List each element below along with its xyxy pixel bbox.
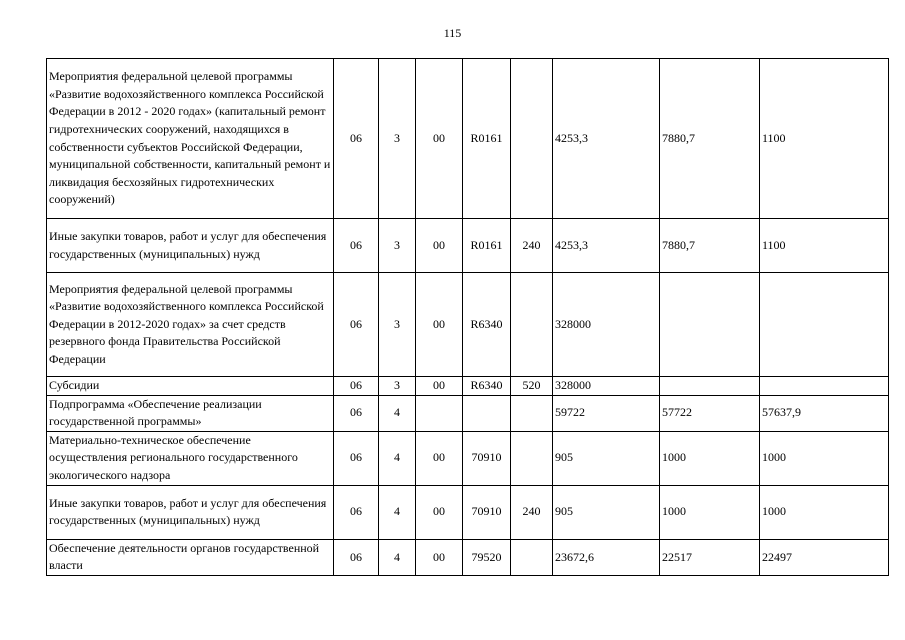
cell-sum-year-2: 1000 — [660, 431, 760, 485]
row-name: Иные закупки товаров, работ и услуг для обеспечения государственных (муниципальных) нужд — [47, 485, 334, 539]
cell-sum-year-1: 328000 — [553, 273, 660, 377]
cell-sum-year-3: 1100 — [760, 219, 889, 273]
table-row — [47, 377, 889, 396]
cell-sum-year-3: 1000 — [760, 431, 889, 485]
cell-target-article-prefix: 00 — [416, 539, 463, 575]
cell-sum-year-1: 905 — [553, 485, 660, 539]
budget-table — [46, 58, 889, 576]
cell-target-article-prefix: 00 — [416, 219, 463, 273]
cell-expense-type — [511, 431, 553, 485]
cell-target-article-prefix: 00 — [416, 431, 463, 485]
cell-sum-year-2: 22517 — [660, 539, 760, 575]
cell-sum-year-3 — [760, 377, 889, 396]
cell-subsection: 3 — [379, 59, 416, 219]
table-row — [47, 539, 889, 575]
cell-target-article-prefix: 00 — [416, 59, 463, 219]
table-row — [47, 219, 889, 273]
cell-sum-year-2: 57722 — [660, 395, 760, 431]
cell-sum-year-2 — [660, 377, 760, 396]
cell-sum-year-2: 1000 — [660, 485, 760, 539]
row-name: Подпрограмма «Обеспечение реализации государственной программы» — [47, 395, 334, 431]
cell-expense-type: 240 — [511, 485, 553, 539]
cell-expense-type — [511, 59, 553, 219]
table-row — [47, 485, 889, 539]
cell-sum-year-1: 4253,3 — [553, 219, 660, 273]
table-row — [47, 395, 889, 431]
cell-section: 06 — [334, 395, 379, 431]
cell-target-article-prefix: 00 — [416, 485, 463, 539]
cell-target-article-code: R6340 — [463, 273, 511, 377]
cell-sum-year-1: 23672,6 — [553, 539, 660, 575]
cell-sum-year-1: 4253,3 — [553, 59, 660, 219]
cell-expense-type: 520 — [511, 377, 553, 396]
cell-section: 06 — [334, 377, 379, 396]
cell-subsection: 4 — [379, 431, 416, 485]
row-name: Обеспечение деятельности органов государственной власти — [47, 539, 334, 575]
cell-target-article-code: R6340 — [463, 377, 511, 396]
page-number: 115 — [443, 26, 462, 40]
table-row — [47, 431, 889, 485]
cell-target-article-code: R0161 — [463, 219, 511, 273]
cell-expense-type: 240 — [511, 219, 553, 273]
cell-target-article-prefix: 00 — [416, 273, 463, 377]
cell-target-article-code: 70910 — [463, 485, 511, 539]
cell-subsection: 4 — [379, 485, 416, 539]
cell-section: 06 — [334, 273, 379, 377]
cell-expense-type — [511, 273, 553, 377]
row-name: Субсидии — [47, 377, 334, 396]
cell-target-article-prefix: 00 — [416, 377, 463, 396]
cell-target-article-code: 79520 — [463, 539, 511, 575]
cell-target-article-code — [463, 395, 511, 431]
cell-subsection: 4 — [379, 539, 416, 575]
cell-sum-year-3: 22497 — [760, 539, 889, 575]
cell-sum-year-2 — [660, 273, 760, 377]
cell-target-article-code: R0161 — [463, 59, 511, 219]
cell-section: 06 — [334, 219, 379, 273]
cell-section: 06 — [334, 59, 379, 219]
cell-sum-year-1: 328000 — [553, 377, 660, 396]
cell-target-article-code: 70910 — [463, 431, 511, 485]
cell-sum-year-3: 1100 — [760, 59, 889, 219]
cell-target-article-prefix — [416, 395, 463, 431]
table-row — [47, 59, 889, 219]
row-name: Иные закупки товаров, работ и услуг для обеспечения государственных (муниципальных) нужд — [47, 219, 334, 273]
row-name: Мероприятия федеральной целевой программы «Развитие водохозяйственного комплекса Российской Федерации в 2012-2020 годах» за счет средств резервного фонда Правительства Российской Федерации — [47, 273, 334, 377]
cell-sum-year-1: 905 — [553, 431, 660, 485]
cell-subsection: 3 — [379, 377, 416, 396]
row-name: Материально-техническое обеспечение осуществления регионального государственного экологического надзора — [47, 431, 334, 485]
cell-sum-year-3 — [760, 273, 889, 377]
cell-section: 06 — [334, 485, 379, 539]
cell-expense-type — [511, 395, 553, 431]
cell-sum-year-2: 7880,7 — [660, 219, 760, 273]
row-name: Мероприятия федеральной целевой программы «Развитие водохозяйственного комплекса Российской Федерации в 2012 - 2020 годах» (капитальный ремонт гидротехнических сооружений, находящихся в собственности субъектов Российской Федерации, муниципальной собственности, капитальный ремонт и ликвидация бесхозяйных гидротехнических сооружений) — [47, 59, 334, 219]
cell-sum-year-3: 57637,9 — [760, 395, 889, 431]
cell-subsection: 3 — [379, 273, 416, 377]
cell-sum-year-2: 7880,7 — [660, 59, 760, 219]
cell-sum-year-1: 59722 — [553, 395, 660, 431]
cell-expense-type — [511, 539, 553, 575]
cell-subsection: 3 — [379, 219, 416, 273]
cell-sum-year-3: 1000 — [760, 485, 889, 539]
cell-subsection: 4 — [379, 395, 416, 431]
cell-section: 06 — [334, 539, 379, 575]
cell-section: 06 — [334, 431, 379, 485]
table-row — [47, 273, 889, 377]
